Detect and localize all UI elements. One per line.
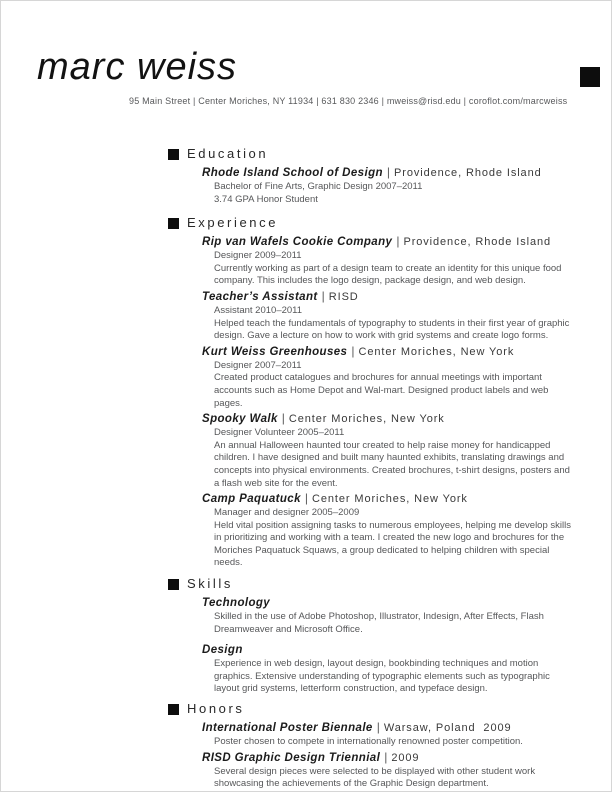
education-entry: [202, 164, 592, 206]
entry-role: Designer 2007–2011: [214, 359, 302, 371]
entry-description: Poster chosen to compete in internationally renowned poster competition.: [214, 736, 523, 748]
entry-description: Helped teach the fundamentals of typography to students in their first year of graphic design. Gave a lecture on how to work with grid systems and create logo forms.: [214, 317, 570, 342]
skill-category-title: Design: [202, 644, 243, 657]
section-title: Honors: [187, 701, 245, 717]
corner-square-decoration: [580, 67, 600, 87]
honor-entry: [202, 749, 592, 791]
entry-role: Bachelor of Fine Arts, Graphic Design 2007–2011: [214, 181, 423, 192]
pipe-separator: |: [304, 491, 309, 506]
section-experience: [168, 215, 592, 570]
experience-entry: [202, 233, 592, 288]
entry-title-line: [202, 641, 592, 658]
section-skills: [168, 576, 592, 696]
entry-description: Currently working as part of a design team to create an identity for this unique food company. This includes the logo design, package design, and web design.: [214, 262, 562, 287]
person-name: marc weiss: [37, 46, 238, 88]
entry-title: International Poster Biennale: [202, 722, 373, 735]
pipe-separator: |: [376, 720, 380, 735]
section-bullet-icon: [168, 149, 179, 160]
entry-location: Center Moriches, New York: [288, 413, 445, 426]
entry-title: Teacher’s Assistant: [202, 290, 318, 303]
pipe-separator: |: [384, 749, 388, 764]
entry-title-line: [202, 490, 592, 507]
entry-description: Skilled in the use of Adobe Photoshop, Illustrator, Indesign, After Effects, Flash Dreamweaver and Microsoft Office.: [214, 611, 544, 635]
resume-body: [168, 146, 592, 791]
entry-title-line: [202, 288, 592, 305]
section-header: [168, 701, 592, 717]
skill-entry: [202, 641, 592, 696]
entry-title: Camp Paquatuck: [202, 493, 301, 506]
section-bullet-icon: [168, 704, 179, 715]
entry-description: Several design pieces were selected to be displayed with other student work showcasing the achievements of the Graphic Design department.: [214, 765, 536, 790]
entry-title: RISD Graphic Design Triennial: [202, 751, 381, 764]
experience-entry: [202, 343, 592, 410]
entry-title-line: [202, 719, 592, 736]
section-title: Skills: [187, 576, 233, 592]
section-honors: [168, 701, 592, 791]
entry-role: Designer Volunteer 2005–2011: [214, 427, 345, 439]
entry-title-line: [202, 410, 592, 427]
section-title: Education: [187, 146, 269, 161]
section-education: [168, 146, 592, 206]
entry-title: Rip van Wafels Cookie Company: [202, 236, 393, 249]
entry-title: Rhode Island School of Design: [202, 167, 383, 179]
section-bullet-icon: [168, 218, 179, 229]
entry-title-line: [202, 164, 592, 181]
entry-title-line: [202, 233, 592, 250]
section-header: [168, 576, 592, 592]
section-title: Experience: [187, 215, 279, 231]
section-bullet-icon: [168, 579, 179, 590]
entry-title-line: [202, 594, 592, 611]
pipe-separator: |: [396, 234, 400, 249]
entry-title-line: [202, 343, 592, 360]
entry-location: Providence, Rhode Island: [394, 167, 542, 179]
entry-title: Kurt Weiss Greenhouses: [202, 345, 348, 358]
experience-entry: [202, 288, 592, 343]
entry-description: An annual Halloween haunted tour created to help raise money for handicapped children. I have designed and built many haunted exhibits, translating drawings and concepts into physical environments. Created brochures, t-shirt designs, posters and a flash web site for the event.: [214, 439, 570, 489]
pipe-separator: |: [281, 411, 285, 426]
entry-description: Experience in web design, layout design, bookbinding techniques and motion graphics. Extensive understanding of typographic elements such as typographic layout grid systems, letterform construction, and typeface design.: [214, 658, 550, 695]
experience-entry: [202, 490, 592, 570]
entry-description: 3.74 GPA Honor Student: [214, 193, 318, 205]
skill-entry: [202, 594, 592, 636]
entry-location: Warsaw, Poland 2009: [383, 722, 512, 735]
experience-entry: [202, 410, 592, 490]
contact-line: 95 Main Street | Center Moriches, NY 11934 | 631 830 2346 | mweiss@risd.edu | coroflot.com/marcweiss: [129, 96, 568, 106]
section-header: [168, 146, 592, 162]
entry-title: Spooky Walk: [202, 413, 278, 426]
section-header: [168, 215, 592, 231]
entry-description: Created product catalogues and brochures for annual meetings with important accounts such as Home Depot and Wal-mart. Designed product labels and web pages.: [214, 372, 549, 409]
entry-location: Providence, Rhode Island: [403, 236, 552, 249]
entry-title-line: [202, 749, 592, 766]
honor-entry: [202, 719, 592, 749]
pipe-separator: |: [386, 165, 391, 179]
entry-role: Assistant 2010–2011: [214, 304, 303, 316]
pipe-separator: |: [321, 288, 325, 303]
entry-description: Held vital position assigning tasks to numerous employees, helping me develop skills in prioritizing and working with a team. I created the new logo and brochures for the Moriches Paquatuck Squaws, a group dedicated to helping children with special needs.: [214, 519, 571, 569]
skill-category-title: Technology: [202, 597, 271, 610]
entry-location: Center Moriches, New York: [358, 345, 515, 358]
pipe-separator: |: [351, 343, 355, 358]
entry-location: Center Moriches, New York: [312, 493, 468, 506]
entry-role: Manager and designer 2005–2009: [214, 507, 360, 519]
entry-role: Designer 2009–2011: [214, 250, 302, 262]
entry-location: RISD: [328, 290, 359, 303]
entry-year: 2009: [391, 751, 420, 764]
